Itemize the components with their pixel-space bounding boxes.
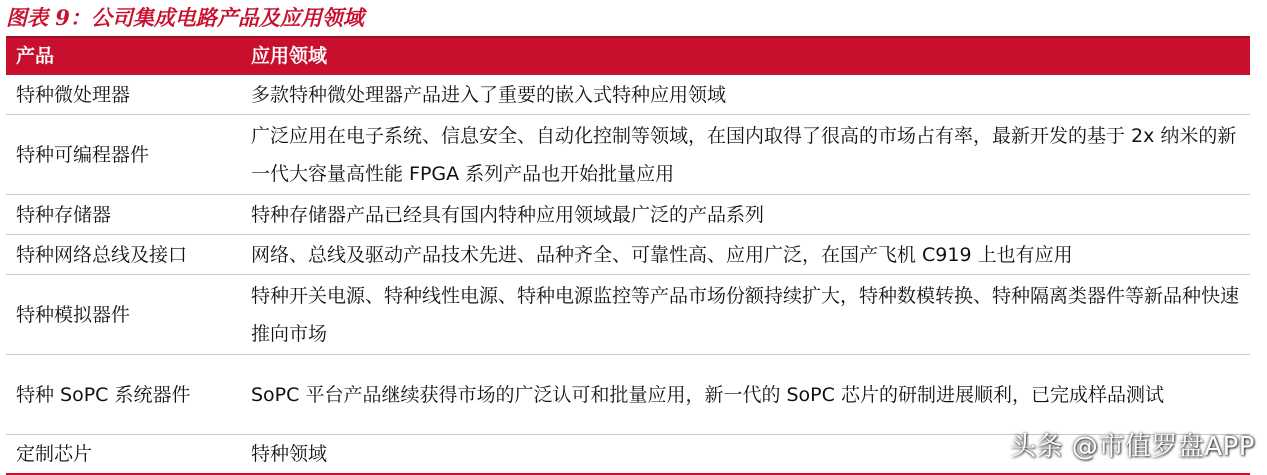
figure-title: 图表 9：公司集成电路产品及应用领域 bbox=[6, 5, 364, 30]
product-cell: 特种网络总线及接口 bbox=[16, 243, 188, 266]
application-cell: SoPC 平台产品继续获得市场的广泛认可和批量应用，新一代的 SoPC 芯片的研制进展顺利，已完成样品测试 bbox=[251, 383, 1164, 406]
table-header bbox=[6, 36, 1250, 75]
application-cell: 网络、总线及驱动产品技术先进、品种齐全、可靠性高、应用广泛，在国产飞机 C919 上也有应用 bbox=[251, 243, 1073, 266]
header-product: 产品 bbox=[16, 45, 55, 67]
table-row bbox=[6, 195, 1250, 235]
application-cell: 特种存储器产品已经具有国内特种应用领域最广泛的产品系列 bbox=[251, 203, 765, 226]
product-cell: 特种微处理器 bbox=[16, 83, 131, 106]
product-cell: 特种可编程器件 bbox=[16, 143, 150, 166]
table-row bbox=[6, 235, 1250, 275]
table-row bbox=[6, 275, 1250, 355]
application-cell: 特种开关电源、特种线性电源、特种电源监控等产品市场份额持续扩大，特种数模转换、特种隔离类器件等新品种快速推向市场 bbox=[251, 284, 1240, 345]
table-row bbox=[6, 75, 1250, 115]
application-cell: 多款特种微处理器产品进入了重要的嵌入式特种应用领域 bbox=[251, 83, 727, 106]
product-cell: 特种模拟器件 bbox=[16, 303, 131, 326]
table-row bbox=[6, 355, 1250, 435]
product-cell: 特种存储器 bbox=[16, 203, 112, 226]
product-cell: 定制芯片 bbox=[16, 443, 93, 465]
header-application: 应用领域 bbox=[251, 45, 328, 67]
application-cell: 广泛应用在电子系统、信息安全、自动化控制等领域，在国内取得了很高的市场占有率，最新开发的基于 2x 纳米的新一代大容量高性能 FPGA 系列产品也开始批量应用 bbox=[251, 124, 1237, 185]
application-cell: 特种领域 bbox=[251, 443, 328, 465]
watermark: 头条 @市值罗盘APP bbox=[1010, 432, 1255, 462]
product-table bbox=[6, 36, 1250, 475]
product-cell: 特种 SoPC 系统器件 bbox=[16, 383, 191, 406]
table-row bbox=[6, 115, 1250, 195]
